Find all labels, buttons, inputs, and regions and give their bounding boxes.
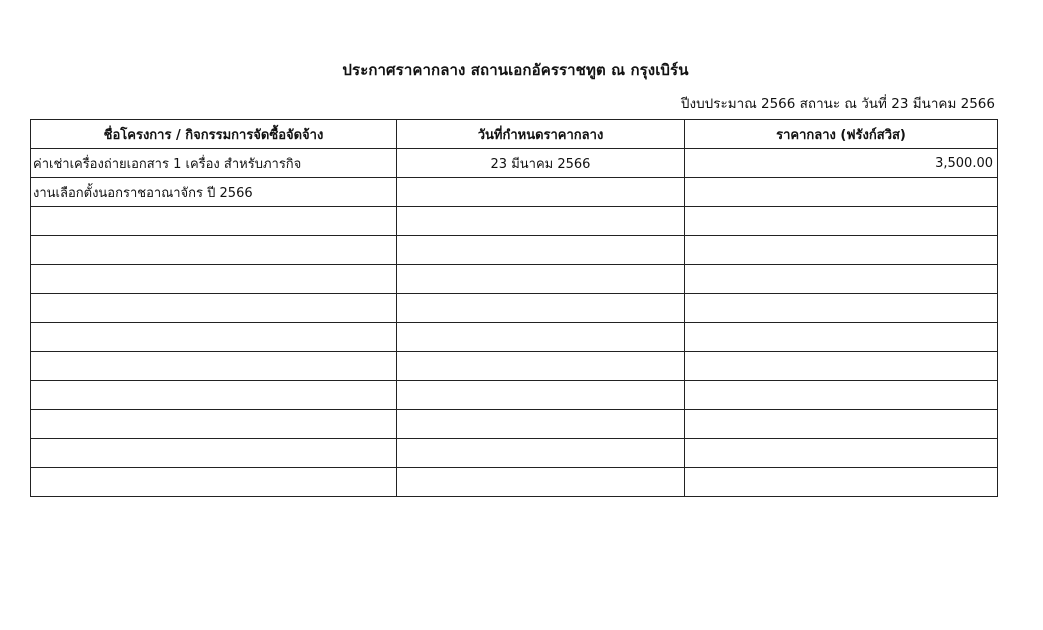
cell-price (685, 294, 998, 323)
cell-date (397, 410, 685, 439)
cell-project-name (31, 410, 397, 439)
table-row (31, 236, 998, 265)
table-row (31, 468, 998, 497)
cell-project-name (31, 381, 397, 410)
table-row (31, 265, 998, 294)
table-row (31, 381, 998, 410)
cell-project-name (31, 439, 397, 468)
table-row (31, 410, 998, 439)
cell-date (397, 468, 685, 497)
table-row (31, 439, 998, 468)
table-row (31, 352, 998, 381)
cell-price (685, 410, 998, 439)
document-title: ประกาศราคากลาง สถานเอกอัครราชทูต ณ กรุงเบิร์น (342, 61, 689, 79)
table-row (31, 294, 998, 323)
cell-date (397, 236, 685, 265)
cell-date (397, 381, 685, 410)
cell-price (685, 381, 998, 410)
header-project-name: ชื่อโครงการ / กิจกรรมการจัดซื้อจัดจ้าง (31, 120, 397, 149)
cell-date (397, 352, 685, 381)
table-row (31, 178, 998, 207)
cell-project-name (31, 352, 397, 381)
cell-date: 23 มีนาคม 2566 (397, 149, 685, 178)
cell-price (685, 323, 998, 352)
cell-date (397, 294, 685, 323)
cell-price (685, 468, 998, 497)
table-row (31, 207, 998, 236)
cell-project-name (31, 323, 397, 352)
cell-date (397, 178, 685, 207)
cell-price: 3,500.00 (685, 149, 998, 178)
cell-date (397, 323, 685, 352)
cell-price (685, 265, 998, 294)
document-subtitle: ปีงบประมาณ 2566 สถานะ ณ วันที่ 23 มีนาคม 2566 (680, 96, 995, 112)
cell-project-name: งานเลือกตั้งนอกราชอาณาจักร ปี 2566 (31, 178, 397, 207)
cell-price (685, 439, 998, 468)
table-row (31, 323, 998, 352)
cell-project-name (31, 468, 397, 497)
table-body (31, 149, 998, 497)
cell-project-name (31, 236, 397, 265)
cell-price (685, 352, 998, 381)
cell-date (397, 439, 685, 468)
cell-project-name: ค่าเช่าเครื่องถ่ายเอกสาร 1 เครื่อง สำหรับภารกิจ (31, 149, 397, 178)
price-table (30, 119, 998, 497)
cell-date (397, 265, 685, 294)
table-row (31, 149, 998, 178)
header-price: ราคากลาง (ฟรังก์สวิส) (685, 120, 998, 149)
cell-price (685, 207, 998, 236)
cell-date (397, 207, 685, 236)
cell-project-name (31, 265, 397, 294)
cell-project-name (31, 294, 397, 323)
header-date: วันที่กำหนดราคากลาง (397, 120, 685, 149)
table-header-row (31, 120, 998, 149)
cell-price (685, 236, 998, 265)
cell-project-name (31, 207, 397, 236)
cell-price (685, 178, 998, 207)
